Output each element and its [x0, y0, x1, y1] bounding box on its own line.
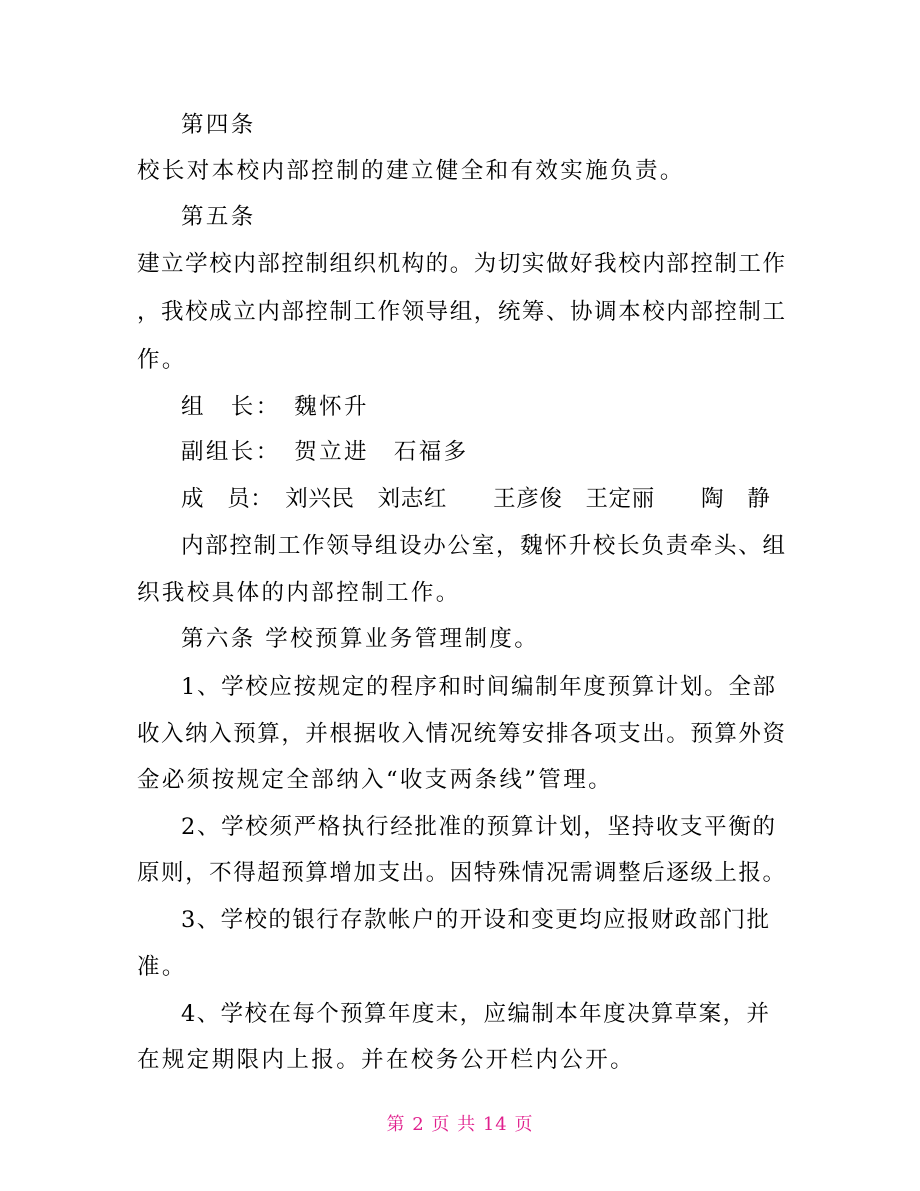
- group-leader-line: 组 长： 魏怀升: [181, 394, 369, 420]
- item-3-line-1: 3、学校的银行存款帐户的开设和变更均应报财政部门批: [181, 907, 769, 933]
- item-2-line-2: 原则，不得超预算增加支出。因特殊情况需调整后逐级上报。: [137, 860, 785, 886]
- office-text-line-2: 织我校具体的内部控制工作。: [137, 580, 461, 606]
- office-text-line-1: 内部控制工作领导组设办公室，魏怀升校长负责牵头、组: [181, 533, 785, 559]
- item-2-line-1: 2、学校须严格执行经批准的预算计划，坚持收支平衡的: [181, 814, 775, 840]
- item-1-line-2: 收入纳入预算，并根据收入情况统筹安排各项支出。预算外资: [137, 721, 785, 747]
- item-4-line-2: 在规定期限内上报。并在校务公开栏内公开。: [137, 1047, 636, 1073]
- article-6-heading: 第六条 学校预算业务管理制度。: [181, 626, 540, 652]
- article-4-text: 校长对本校内部控制的建立健全和有效实施负责。: [137, 158, 685, 184]
- item-1-line-3: 金必须按规定全部纳入“收支两条线”管理。: [137, 767, 614, 793]
- article-4-heading: 第四条: [181, 112, 256, 138]
- page-number-footer: 第 2 页 共 14 页: [386, 1114, 534, 1135]
- article-5-text-line-2: ，我校成立内部控制工作领导组，统筹、协调本校内部控制工: [137, 299, 785, 325]
- members-line: 成 员： 刘兴民 刘志红 王彦俊 王定丽 陶 静: [181, 486, 771, 512]
- article-5-text-line-3: 作。: [137, 347, 187, 373]
- item-1-line-1: 1、学校应按规定的程序和时间编制年度预算计划。全部: [181, 674, 775, 700]
- article-5-heading: 第五条: [181, 204, 256, 230]
- article-5-text-line-1: 建立学校内部控制组织机构的。为切实做好我校内部控制工作: [137, 251, 785, 277]
- item-3-line-2: 准。: [137, 954, 187, 980]
- deputy-leader-line: 副组长： 贺立进 石福多: [181, 439, 469, 465]
- item-4-line-1: 4、学校在每个预算年度末，应编制本年度决算草案，并: [181, 1001, 769, 1027]
